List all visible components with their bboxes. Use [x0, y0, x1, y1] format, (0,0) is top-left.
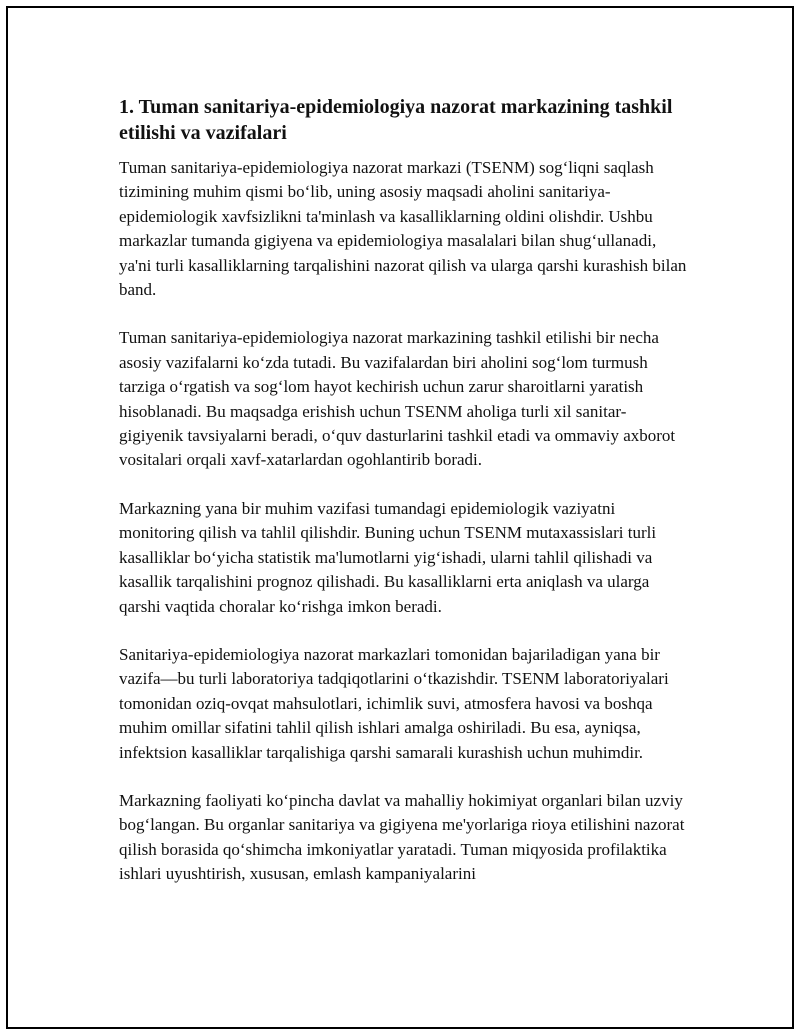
paragraph-5: Markazning faoliyati ko‘pincha davlat va mahalliy hokimiyat organlari bilan uzviy bog‘langan. Bu organlar sanitariya va gigiyena me'yorlariga rioya etilishini nazorat qilish borasida qo‘shimcha imkoniyatlar yaratadi. Tuman miqyosida profilaktika ishlari uyushtirish, xususan, emlash kampaniyalarini [119, 790, 685, 884]
page-frame [6, 6, 794, 1029]
paragraph-3: Markazning yana bir muhim vazifasi tumandagi epidemiologik vaziyatni monitoring qilish va tahlil qilishdir. Buning uchun TSENM mutaxassislari turli kasalliklar bo‘yicha statistik ma'lumotlarni yig‘ishadi, ularni tahlil qilishadi va kasallik tarqalishini prognoz qilishadi. Bu kasalliklarni erta aniqlash va ularga qarshi vaqtida choralar ko‘rishga imkon beradi. [119, 498, 657, 616]
paragraph-1: Tuman sanitariya-epidemiologiya nazorat markazi (TSENM) sog‘liqni saqlash tizimining muhim qismi bo‘lib, uning asosiy maqsadi aholini sanitariya-epidemiologik xavfsizlikni ta'minlash va kasalliklarning oldini olishdir. Ushbu markazlar tumanda gigiyena va epidemiologiya masalalari bilan shug‘ullanadi, ya'ni turli kasalliklarning tarqalishini nazorat qilish va ularga qarshi kurashish bilan band. [119, 158, 687, 300]
section-heading: 1. Tuman sanitariya-epidemiologiya nazorat markazining tashkil etilishi va vazifalari [119, 96, 673, 144]
paragraph-4: Sanitariya-epidemiologiya nazorat markazlari tomonidan bajariladigan yana bir vazifa—bu turli laboratoriya tadqiqotlarini o‘tkazishdir. TSENM laboratoriyalari tomonidan oziq-ovqat mahsulotlari, ichimlik suvi, atmosfera havosi va boshqa muhim omillar sifatini tahlil qilish ishlari amalga oshiriladi. Bu esa, ayniqsa, infektsion kasalliklar tarqalishiga qarshi samarali kurashish uchun muhimdir. [119, 644, 669, 762]
document-body [119, 94, 689, 911]
paragraph-2: Tuman sanitariya-epidemiologiya nazorat markazining tashkil etilishi bir necha asosiy vazifalarni ko‘zda tutadi. Bu vazifalardan biri aholini sog‘lom turmush tarziga o‘rgatish va sog‘lom hayot kechirish uchun zarur sharoitlarni yaratish hisoblanadi. Bu maqsadga erishish uchun TSENM aholiga turli xil sanitar-gigiyenik tavsiyalarni beradi, o‘quv dasturlarini tashkil etadi va ommaviy axborot vositalari orqali xavf-xatarlardan ogohlantirib boradi. [119, 328, 676, 470]
